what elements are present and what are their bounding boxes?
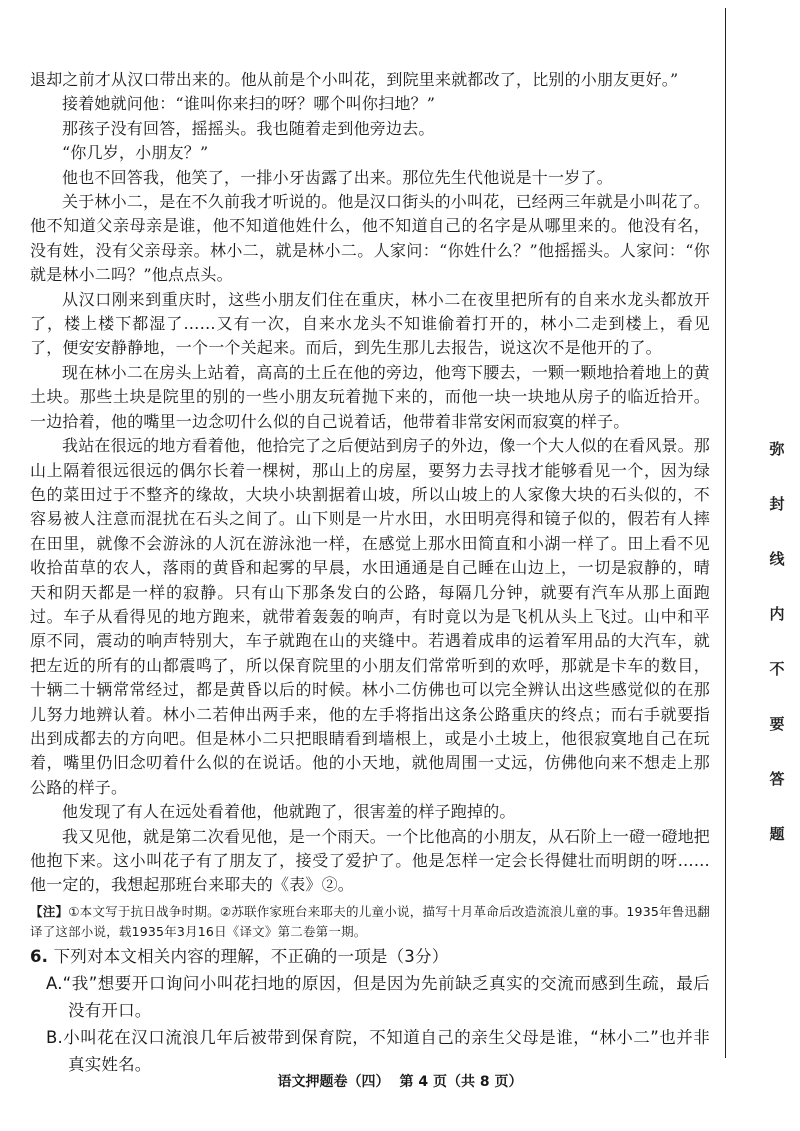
paragraph-2: 接着她就问他：“谁叫你来扫的呀？哪个叫你扫地？” (62, 94, 436, 114)
page-number: 第 4 页（共 8 页） (399, 1074, 523, 1090)
question-number: 6. (30, 946, 49, 966)
seal-line-notice (765, 60, 789, 1020)
page-footer (0, 1071, 800, 1091)
seal-char-7: 答 (769, 770, 785, 788)
seal-char-4: 内 (769, 605, 785, 623)
paragraph-7: 从汉口刚来到重庆时，这些小朋友们住在重庆，林小二在夜里把所有的自来水龙头都放开了，楼上楼下都湿了……又有一次，自来水龙头不知谁偷着打开的，林小二走到楼上，看见了，便安安静静地，一个一个关起来。而后，到先生那儿去报告，说这次不是他开的了。 (30, 289, 710, 358)
question-6 (30, 944, 710, 970)
footnote (30, 902, 710, 942)
footnote-text: ①本文写于抗日战争时期。②苏联作家班台来耶夫的儿童小说，描写十月革命后改造流浪儿童的事。1935年鲁迅翻译了这部小说，载1935年3月16日《译文》第二卷第一期。 (30, 903, 710, 939)
seal-char-1: 弥 (769, 440, 785, 458)
option-b[interactable]: B.小叫花在汉口流浪几年后被带到保育院，不知道自己的亲生父母是谁，“林小二”也并非真实姓名。 (46, 1027, 710, 1074)
paragraph-3: 那孩子没有回答，摇摇头。我也随着走到他旁边去。 (62, 118, 435, 138)
footnote-tag: 【注】 (30, 903, 69, 919)
seal-char-2: 封 (769, 495, 785, 513)
seal-char-5: 不 (769, 660, 785, 678)
paragraph-1: 退却之前才从汉口带出来的。他从前是个小叫花，到院里来就都改了，比别的小朋友更好。” (30, 70, 679, 89)
passage-body (30, 68, 710, 1078)
paragraph-11: 我又见他，就是第二次看见他，是一个雨天。一个比他高的小朋友，从石阶上一磴一磴地把他抱下来。这小叫花子有了朋友了，接受了爱护了。他是怎样一定会长得健壮而明朗的呀……他一定的，我想起那班台来耶夫的《表》②。 (30, 826, 711, 895)
option-a[interactable]: A.“我”想要开口询问小叫花扫地的原因，但是因为先前缺乏真实的交流而感到生疏，最后没有开口。 (46, 973, 710, 1020)
paragraph-4: “你几岁，小朋友？” (62, 143, 209, 163)
paragraph-8: 现在林小二在房头上站着，高高的土丘在他的旁边，他弯下腰去，一颗一颗地拾着地上的黄土块。那些土块是院里的别的一些小朋友玩着抛下来的，而他一块一块地从房子的临近拾开。一边拾着，他的嘴里一边念叨什么似的自己说着话，他带着非常安闲而寂寞的样子。 (30, 362, 711, 431)
paragraph-6: 关于林小二，是在不久前我才听说的。他是汉口街头的小叫花，已经两三年就是小叫花了。他不知道父亲母亲是谁，他不知道他姓什么，他不知道自己的名字是从哪里来的。他没有名，没有姓，没有父亲母亲。林小二，就是林小二。人家问：“你姓什么？”他摇摇头。人家问：“你就是林小二吗？”他点点头。 (30, 192, 711, 285)
paragraph-10: 他发现了有人在远处看着他，他就跑了，很害羞的样子跑掉的。 (62, 802, 516, 822)
exam-title: 语文押题卷（四） (277, 1074, 390, 1090)
seal-char-3: 线 (769, 550, 785, 568)
seal-char-8: 题 (769, 825, 785, 843)
paragraph-9: 我站在很远的地方看着他，他拾完了之后便站到房子的外边，像一个大人似的在看风景。那山上隔着很远很远的偶尔长着一棵树，那山上的房屋，要努力去寻找才能够看见一个，因为绿色的菜田过于不整齐的缘故，大块小块割据着山坡，所以山坡上的人家像大块的石头似的，不容易被人注意而混扰在石头之间了。山下则是一片水田，水田明亮得和镜子似的，假若有人摔在田里，就像不会游泳的人沉在游泳池一样，在感觉上那水田简直和小湖一样了。田上看不见收拾苗草的农人，落雨的黄昏和起雾的早晨，水田通通是自己睡在山边上，一切是寂静的，晴天和阴天都是一样的寂静。只有山下那条发白的公路，每隔几分钟，就要有汽车从那上面跑过。车子从看得见的地方跑来，就带着轰轰的响声，有时竟以为是飞机从头上飞过。山中和平原不同，震动的响声特别大，车子就跑在山的夹缝中。若遇着成串的运着军用品的大汽车，就把左近的所有的山都震鸣了，所以保育院里的小朋友们常常听到的欢呼，那就是卡车的数目，十辆二十辆常常经过，都是黄昏以后的时候。林小二仿佛也可以完全辨认出这些感觉似的在那儿努力地辨认着。林小二若伸出两手来，他的左手将指出这条公路重庆的终点；而右手就要指出到成都去的方向吧。但是林小二只把眼睛看到墙根上，或是小土坡上，他很寂寞地自己在玩着，嘴里仍旧念叨着什么似的在说话。他的小天地，就他周围一丈远，仿佛他向来不想走上那公路的样子。 (30, 436, 711, 797)
binding-line (725, 8, 726, 1058)
seal-char-6: 要 (769, 715, 785, 733)
paragraph-5: 他也不回答我，他笑了，一排小牙齿露了出来。那位先生代他说是十一岁了。 (62, 167, 613, 187)
question-stem: 下列对本文相关内容的理解，不正确的一项是（3分） (53, 946, 449, 966)
